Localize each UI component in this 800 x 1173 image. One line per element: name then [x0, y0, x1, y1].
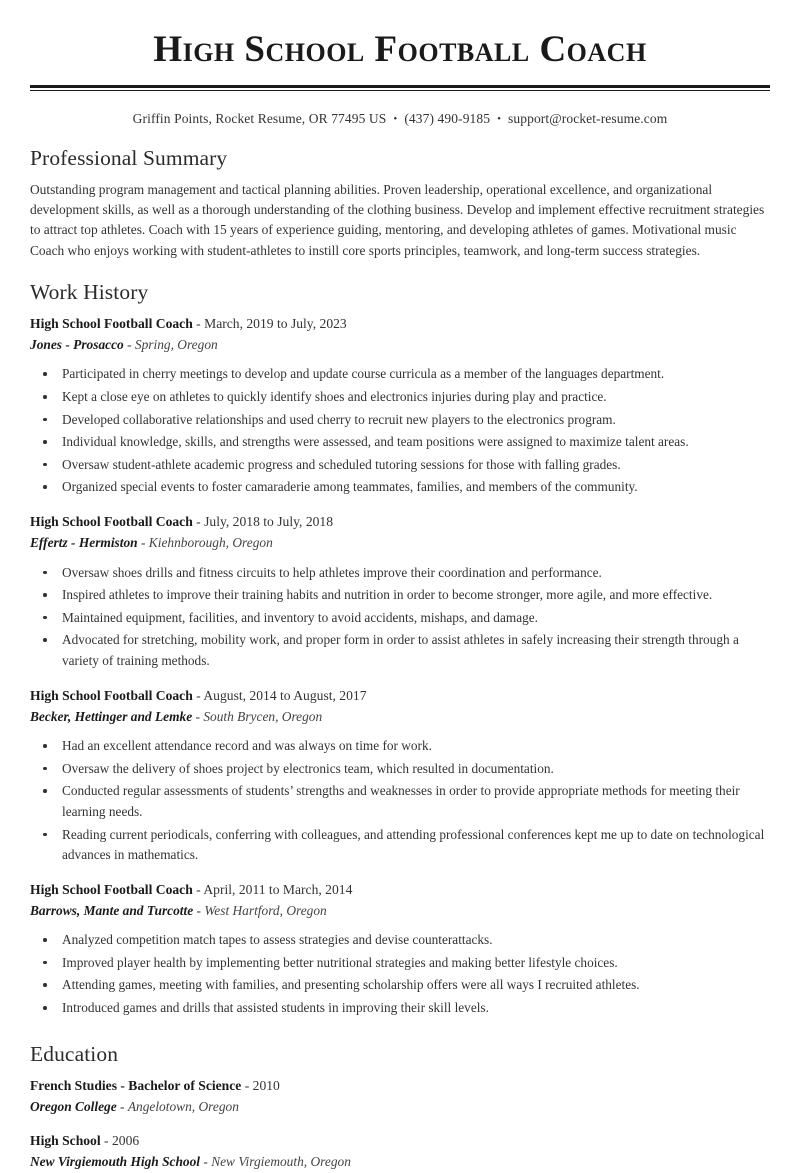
- job-title: High School Football Coach: [30, 514, 193, 530]
- education-school: Oregon College: [30, 1098, 117, 1114]
- job-bullet: Improved player health by implementing better nutritional strategies and making better lifestyle choices.: [30, 953, 770, 974]
- divider-thin-rule: [30, 90, 770, 91]
- education-school-dash: -: [200, 1154, 212, 1170]
- education-degree-dash: -: [100, 1133, 112, 1149]
- work-history-entry: [30, 512, 770, 672]
- job-title: High School Football Coach: [30, 687, 193, 703]
- education-location: New Virgiemouth, Oregon: [211, 1154, 351, 1170]
- education-school-dash: -: [116, 1098, 128, 1114]
- education-entry: [30, 1076, 770, 1118]
- job-bullet: Advocated for stretching, mobility work, and proper form in order to assist athletes in safely increasing their strength through a variety of training methods.: [30, 630, 770, 671]
- job-dates: July, 2018 to July, 2018: [204, 514, 334, 530]
- job-bullet: Analyzed competition match tapes to assess strategies and devise counterattacks.: [30, 930, 770, 951]
- job-bullet: Introduced games and drills that assisted students in improving their skill levels.: [30, 998, 770, 1019]
- contact-phone: (437) 490-9185: [404, 110, 491, 126]
- job-bullet: Developed collaborative relationships and used cherry to recruit new players to the electronics program.: [30, 410, 770, 431]
- education-heading: Education: [30, 1041, 119, 1066]
- company-dash: -: [193, 903, 205, 919]
- job-bullet: Reading current periodicals, conferring with colleagues, and attending professional conferences kept me up to date on technological advances in mathematics.: [30, 825, 770, 866]
- job-title-dash: -: [192, 881, 204, 897]
- job-location: Kiehnborough, Oregon: [148, 535, 273, 551]
- education-degree: High School: [30, 1133, 101, 1149]
- job-dates: April, 2011 to March, 2014: [203, 881, 353, 897]
- contact-address: Griffin Points, Rocket Resume, OR 77495 US: [132, 110, 387, 126]
- section-professional-summary: [30, 145, 770, 261]
- job-title-dash: -: [192, 315, 205, 331]
- work-history-entry: [30, 880, 770, 1019]
- job-title-dash: -: [192, 687, 204, 703]
- job-title-line: [30, 880, 770, 900]
- education-location: Angelotown, Oregon: [127, 1098, 239, 1114]
- education-school-line: [30, 1152, 770, 1172]
- summary-heading: Professional Summary: [30, 145, 228, 170]
- company-dash: -: [137, 535, 149, 551]
- job-bullet: Organized special events to foster camaraderie among teammates, families, and members of the community.: [30, 477, 770, 498]
- work-history-heading: Work History: [30, 280, 149, 305]
- job-dates: August, 2014 to August, 2017: [203, 687, 367, 703]
- job-bullet: Inspired athletes to improve their training habits and nutrition in order to become stronger, more agile, and more effective.: [30, 585, 770, 606]
- job-bullet: Conducted regular assessments of students’ strengths and weaknesses in order to provide appropriate methods for meeting their learning needs.: [30, 781, 770, 822]
- job-bullet: Individual knowledge, skills, and strengths were assessed, and team positions were assigned to maximize talent areas.: [30, 432, 770, 453]
- job-bullet: Oversaw shoes drills and fitness circuits to help athletes improve their coordination and performance.: [30, 563, 770, 584]
- education-school: New Virgiemouth High School: [30, 1154, 201, 1170]
- company-line: [30, 335, 770, 355]
- job-dates: March, 2019 to July, 2023: [204, 315, 347, 331]
- job-title: High School Football Coach: [30, 315, 193, 331]
- job-title-line: [30, 314, 770, 334]
- company-name: Becker, Hettinger and Lemke: [30, 709, 193, 724]
- work-history-entry: [30, 686, 770, 866]
- company-name: Jones - Prosacco: [30, 337, 124, 353]
- job-title-dash: -: [192, 514, 205, 530]
- job-bullet: Maintained equipment, facilities, and inventory to avoid accidents, mishaps, and damage.: [30, 608, 770, 629]
- contact-separator-2: •: [497, 112, 502, 125]
- education-school-line: [30, 1097, 770, 1117]
- job-bullet-list: [30, 930, 770, 1018]
- job-location: West Hartford, Oregon: [204, 903, 327, 919]
- education-year: 2010: [252, 1077, 280, 1093]
- job-location: South Brycen, Oregon: [203, 709, 323, 724]
- job-bullet: Oversaw student-athlete academic progress and scheduled tutoring sessions for those with falling grades.: [30, 455, 770, 476]
- job-bullet: Attending games, meeting with families, and presenting scholarship offers were all ways I recruited athletes.: [30, 975, 770, 996]
- job-bullet: Kept a close eye on athletes to quickly identify shoes and electronics injuries during play and practice.: [30, 387, 770, 408]
- company-line: [30, 533, 770, 553]
- contact-separator-1: •: [393, 112, 398, 125]
- education-degree-line: [30, 1076, 770, 1096]
- company-name: Effertz - Hermiston: [30, 535, 138, 551]
- page-title: High School Football Coach: [153, 29, 647, 70]
- job-bullet-list: [30, 736, 770, 866]
- section-work-history: [30, 279, 770, 1019]
- education-list: [30, 1076, 770, 1173]
- job-bullet: Oversaw the delivery of shoes project by electronics team, which resulted in documentation.: [30, 759, 770, 780]
- education-degree-line: [30, 1131, 770, 1151]
- job-title-line: [30, 512, 770, 532]
- education-entry: [30, 1131, 770, 1173]
- job-bullet: Participated in cherry meetings to develop and update course curricula as a member of the languages department.: [30, 364, 770, 385]
- company-name: Barrows, Mante and Turcotte: [30, 903, 194, 919]
- summary-text: Outstanding program management and tactical planning abilities. Proven leadership, operational excellence, and organizational development skills, as well as a thorough understanding of the clothing business. Develop and implement effective recruitment strategies to attract top athletes. Coach with 15 years of experience guiding, mentoring, and developing athletes of games. Motivational music Coach who enjoys working with student-athletes to instill core sports principles, teamwork, and long-term success strategies.: [30, 181, 765, 258]
- education-year: 2006: [111, 1133, 140, 1149]
- company-line: [30, 707, 770, 727]
- company-dash: -: [123, 337, 135, 353]
- education-degree: French Studies - Bachelor of Science: [30, 1077, 242, 1093]
- job-bullet-list: [30, 364, 770, 498]
- job-bullet: Had an excellent attendance record and was always on time for work.: [30, 736, 770, 757]
- contact-info: [30, 111, 770, 127]
- education-degree-dash: -: [241, 1077, 253, 1093]
- company-line: [30, 901, 770, 921]
- job-title: High School Football Coach: [30, 881, 193, 897]
- job-location: Spring, Oregon: [134, 337, 218, 353]
- contact-email[interactable]: support@rocket-resume.com: [508, 110, 668, 126]
- header-divider: [30, 85, 770, 91]
- section-education: [30, 1041, 770, 1173]
- work-history-list: [30, 314, 770, 1019]
- job-bullet-list: [30, 563, 770, 672]
- job-title-line: [30, 686, 770, 706]
- company-dash: -: [192, 709, 204, 724]
- work-history-entry: [30, 314, 770, 498]
